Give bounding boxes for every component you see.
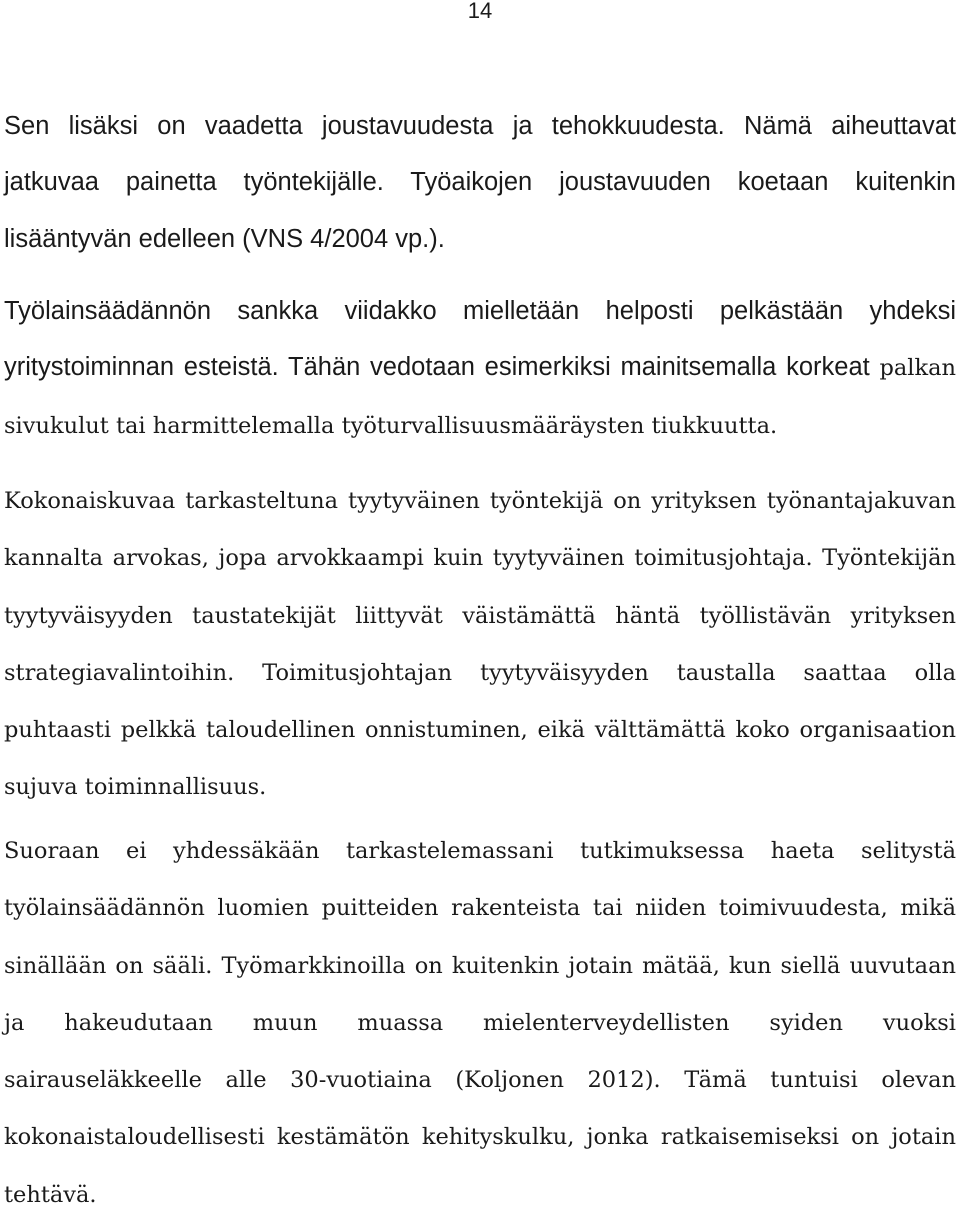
paragraph-3-text: Kokonaiskuvaa tarkasteltuna tyytyväinen työntekijä on yrityksen työnantajakuvan kannalta arvokas, jopa arvokkaampi kuin tyytyväinen toimitusjohtaja. Työntekijän tyytyväisyyden taustatekijät liittyvät väistämättä häntä työllistävän yrityksen strategiavalintoihin. Toimitusjohtajan tyytyväisyyden taustalla saattaa olla puhtaasti pelkkä taloudellinen onnistuminen, eikä välttämättä koko organisaation sujuva toiminnallisuus. <box>4 488 956 801</box>
paragraph-4 <box>4 822 956 1223</box>
paragraph-2-text-serif: palkan sivukulut tai harmittelemalla työturvallisuusmääräysten tiukkuutta. <box>4 355 956 439</box>
paragraph-4-text: Suoraan ei yhdessäkään tarkastelemassani tutkimuksessa haeta selitystä työlainsäädännön luomien puitteiden rakenteista tai niiden toimivuudesta, mikä sinällään on sääli. Työmarkkinoilla on kuitenkin jotain mätää, kun siellä uuvutaan ja hakeudutaan muun muassa mielenterveydellisten syiden vuoksi sairauseläkkeelle alle 30-vuotiaina (Koljonen 2012). Tämä tuntuisi olevan kokonaistaloudellisesti kestämätön kehityskulku, jonka ratkaisemiseksi on jotain tehtävä. <box>4 838 956 1208</box>
page-number: 14 <box>467 0 493 23</box>
paragraph-1-text: Sen lisäksi on vaadetta joustavuudesta ja tehokkuudesta. Nämä aiheuttavat jatkuvaa painetta työntekijälle. Työaikojen joustavuuden koetaan kuitenkin lisääntyvän edelleen (VNS 4/2004 vp.). <box>4 112 956 253</box>
paragraph-2 <box>4 283 956 454</box>
paragraph-1 <box>4 98 956 267</box>
paragraph-2-text-sans: Työlainsäädännön sankka viidakko mielletään helposti pelkästään yhdeksi yritystoiminnan esteistä. Tähän vedotaan esimerkiksi mainitsemalla korkeat <box>4 297 956 382</box>
paragraph-3 <box>4 472 956 816</box>
